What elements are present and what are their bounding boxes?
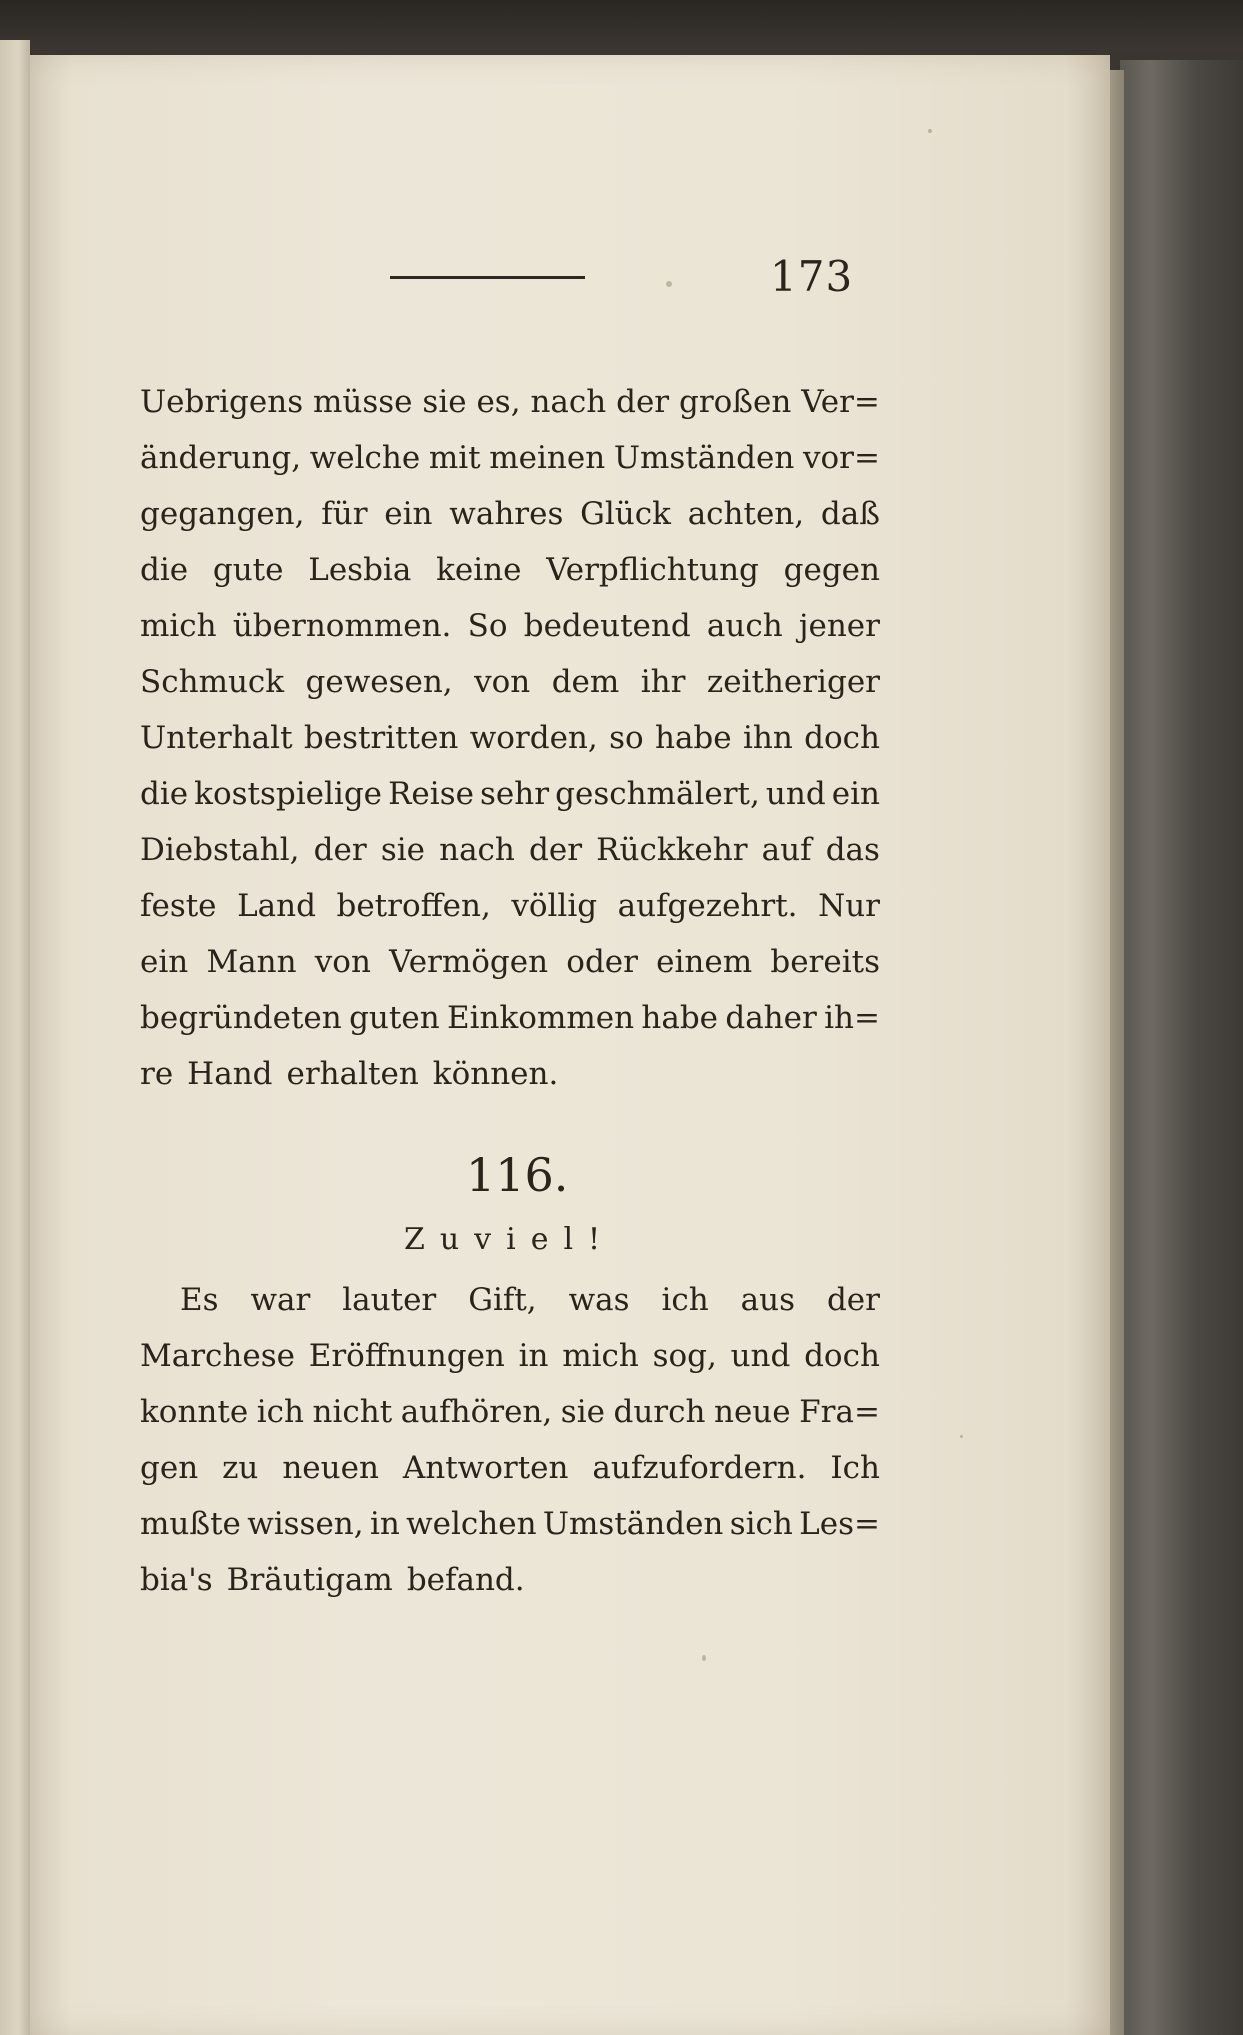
word: und [765,776,826,812]
word: sie [380,832,425,868]
word: begründeten [140,1000,342,1036]
word: aufhören, [400,1394,553,1430]
word: habe [641,1000,719,1036]
word: doch [804,1338,880,1374]
word: gegen [783,552,880,588]
word: betroffen, [336,888,491,924]
word: vor= [802,440,880,476]
word: Reise [388,776,474,812]
paper-spot [928,129,932,133]
word: Rückkehr [596,832,748,868]
word: so [609,720,644,756]
word: aus [740,1282,796,1318]
word: und [730,1338,791,1374]
word: oder [566,944,638,980]
word: mich [562,1338,639,1374]
word: nach [530,384,607,420]
word: konnte [140,1394,249,1430]
word: aufzufordern. [592,1450,807,1486]
word: daher [725,1000,817,1036]
paragraph-1 [140,374,880,1102]
facing-page-edge [0,40,30,2035]
page-number: 173 [770,252,854,301]
word: mußte [140,1506,241,1542]
word: Fra= [799,1394,880,1430]
word: großen [678,384,792,420]
word: das [825,832,880,868]
word: gute [212,552,284,588]
word: ein [140,944,189,980]
word: ihn [742,720,793,756]
word: re [140,1056,174,1092]
word: die [140,776,189,812]
word: der [616,384,670,420]
word: auf [761,832,812,868]
text-line [140,430,880,486]
paper-spot [666,281,672,287]
word: wahres [449,496,564,532]
word: gewesen, [305,664,453,700]
word: Unterhalt [140,720,293,756]
word: Mann [206,944,297,980]
page-edges [1108,70,1124,2035]
word: Umständen [542,1506,724,1542]
word: Gift, [468,1282,537,1318]
text-line [140,710,880,766]
text-line [140,374,880,430]
word: ein [384,496,433,532]
word: der [313,832,367,868]
text-line [140,1046,880,1102]
word: aufgezehrt. [617,888,798,924]
word: ich [661,1282,709,1318]
text-line [140,878,880,934]
word: geschmälert, [555,776,760,812]
word: sich [729,1506,793,1542]
word: Umständen [613,440,795,476]
word: Lesbia [308,552,412,588]
word: ein [831,776,880,812]
word: So [467,608,508,644]
word: Hand [187,1056,273,1092]
word: kostspielige [194,776,383,812]
word: durch [613,1394,706,1430]
word: achten, [687,496,805,532]
text-line [140,1384,880,1440]
backdrop [0,0,1243,50]
word: keine [436,552,522,588]
word: einem [656,944,753,980]
word: es, [476,384,521,420]
word: neue [713,1394,791,1430]
word: doch [804,720,880,756]
word: habe [654,720,732,756]
text-line [140,542,880,598]
word: welchen [406,1506,537,1542]
word: bedeutend [523,608,691,644]
word: gegangen, [140,496,305,532]
word: Bräutigam [226,1562,393,1598]
word: der [529,832,583,868]
word: in [369,1506,400,1542]
text-line [140,822,880,878]
paper-spot [702,1655,706,1661]
paragraph-2 [140,1272,880,1608]
text-line [140,1328,880,1384]
word: Verpflichtung [546,552,759,588]
text-line [140,1440,880,1496]
word: dem [551,664,620,700]
word: feste [140,888,217,924]
header-rule [390,276,585,279]
text-line [140,654,880,710]
text-line [140,486,880,542]
word: ihr [640,664,686,700]
word: Ich [830,1450,880,1486]
word: auch [706,608,783,644]
word: ih= [824,1000,880,1036]
word: Nur [818,888,880,924]
word: der [826,1282,880,1318]
word: Glück [580,496,671,532]
word: von [474,664,531,700]
word: lauter [342,1282,437,1318]
word: welche [309,440,421,476]
word: erhalten [286,1056,419,1092]
paper-spot [960,1435,963,1438]
word: neuen [282,1450,379,1486]
word: Schmuck [140,664,285,700]
word: Eröffnungen [308,1338,505,1374]
word: Les= [799,1506,880,1542]
word: Diebstahl, [140,832,300,868]
word: völlig [511,888,598,924]
text-line [140,934,880,990]
word: wissen, [247,1506,364,1542]
word: in [518,1338,549,1374]
word: Ver= [801,384,880,420]
word: mit [428,440,481,476]
word: Marchese [140,1338,295,1374]
word: Es [180,1282,219,1318]
word: für [321,496,368,532]
word: jener [798,608,880,644]
word: sog, [652,1338,717,1374]
word: Uebrigens [140,384,304,420]
book-cover-board [1120,60,1243,2035]
word: Antworten [402,1450,569,1486]
word: Einkommen [446,1000,635,1036]
word: was [568,1282,630,1318]
word: mich [140,608,217,644]
word: sehr [480,776,550,812]
word: ich [256,1394,304,1430]
word: sie [422,384,467,420]
text-line [140,1496,880,1552]
word: übernommen. [232,608,452,644]
word: war [250,1282,311,1318]
text-line [140,1552,880,1608]
section-number: 116. [466,1148,569,1202]
word: zeitheriger [706,664,880,700]
word: nicht [312,1394,393,1430]
word: zu [222,1450,259,1486]
word: nach [439,832,515,868]
word: änderung, [140,440,302,476]
word: Land [237,888,316,924]
section-title: Zuviel! [404,1222,616,1257]
word: sie [560,1394,605,1430]
word: können. [432,1056,559,1092]
word: Vermögen [389,944,549,980]
word: meinen [489,440,606,476]
word: guten [349,1000,440,1036]
word: von [314,944,371,980]
word: müsse [313,384,413,420]
text-line [140,598,880,654]
text-line [140,990,880,1046]
word: bereits [770,944,880,980]
word: gen [140,1450,199,1486]
text-line [140,766,880,822]
word: bia's [140,1562,213,1598]
word: bestritten [303,720,459,756]
word: befand. [406,1562,525,1598]
text-line [140,1272,880,1328]
word: daß [820,496,880,532]
word: worden, [469,720,598,756]
word: die [140,552,189,588]
